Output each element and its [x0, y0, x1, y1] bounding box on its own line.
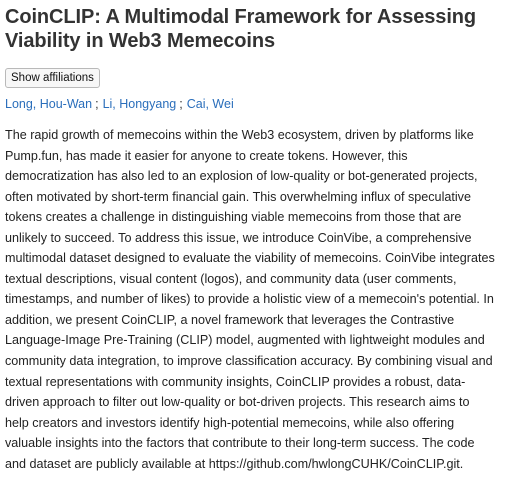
abstract-line: The rapid growth of memecoins within the Web3 ecosystem, driven by platforms like — [5, 128, 474, 142]
abstract-line: community data integration, to improve classification accuracy. By combining visual and — [5, 354, 493, 369]
abstract-line: democratization has also led to an explosion of low-quality or bot-generated projects, — [5, 169, 478, 184]
author-link-li-hongyang[interactable]: Li, Hongyang — [102, 97, 177, 111]
abstract-line: help creators and investors identify high-potential memecoins, while also offering — [5, 415, 455, 430]
show-affiliations-button[interactable]: Show affiliations — [5, 68, 100, 88]
abstract-line: driven approach to filter out low-quality or bot-driven projects. This research aims to — [5, 395, 470, 410]
abstract-line: valuable insights into the factors that contribute to their long-term success. The code — [5, 436, 475, 451]
abstract-line: multimodal dataset designed to evaluate the viability of memecoins. CoinVibe integrates — [5, 251, 495, 266]
paper-title-line-2: Viability in Web3 Memecoins — [5, 30, 275, 52]
author-link-cai-wei[interactable]: Cai, Wei — [186, 97, 234, 111]
author-list — [5, 95, 504, 113]
affiliations-row — [5, 68, 504, 90]
abstract-line: addition, we present CoinCLIP, a novel framework that leverages the Contrastive — [5, 312, 455, 327]
abstract-line: timestamps, and number of likes) to provide a holistic view of a memecoin's potential. In — [5, 292, 494, 307]
author-link-long-hou-wan[interactable]: Long, Hou-Wan — [5, 97, 93, 111]
abstract-line: often motivated by short-term financial gain. This overwhelming influx of speculative — [5, 189, 471, 204]
abstract-line: textual representations with community insights, CoinCLIP provides a robust, data- — [5, 374, 466, 389]
abstract — [5, 125, 506, 474]
paper-title-line-1: CoinCLIP: A Multimodal Framework for Assessing — [5, 6, 477, 28]
abstract-line: textual descriptions, visual content (logos), and community data (user comments, — [5, 271, 457, 286]
paper-title — [5, 5, 503, 53]
abstract-line: unlikely to succeed. To address this issue, we introduce CoinVibe, a comprehensive — [5, 230, 472, 245]
abstract-line: Pump.fun, has made it easier for anyone to create tokens. However, this — [5, 148, 408, 163]
abstract-line: tokens creates a challenge in distinguishing viable memecoins from those that are — [5, 210, 462, 225]
abstract-line: and dataset are publicly available at https://github.com/hwlongCUHK/CoinCLIP.git. — [5, 456, 464, 471]
author-separator: ; — [95, 97, 99, 111]
abstract-line: Language-Image Pre-Training (CLIP) model, augmented with lightweight modules and — [5, 333, 485, 348]
author-separator: ; — [179, 97, 183, 111]
